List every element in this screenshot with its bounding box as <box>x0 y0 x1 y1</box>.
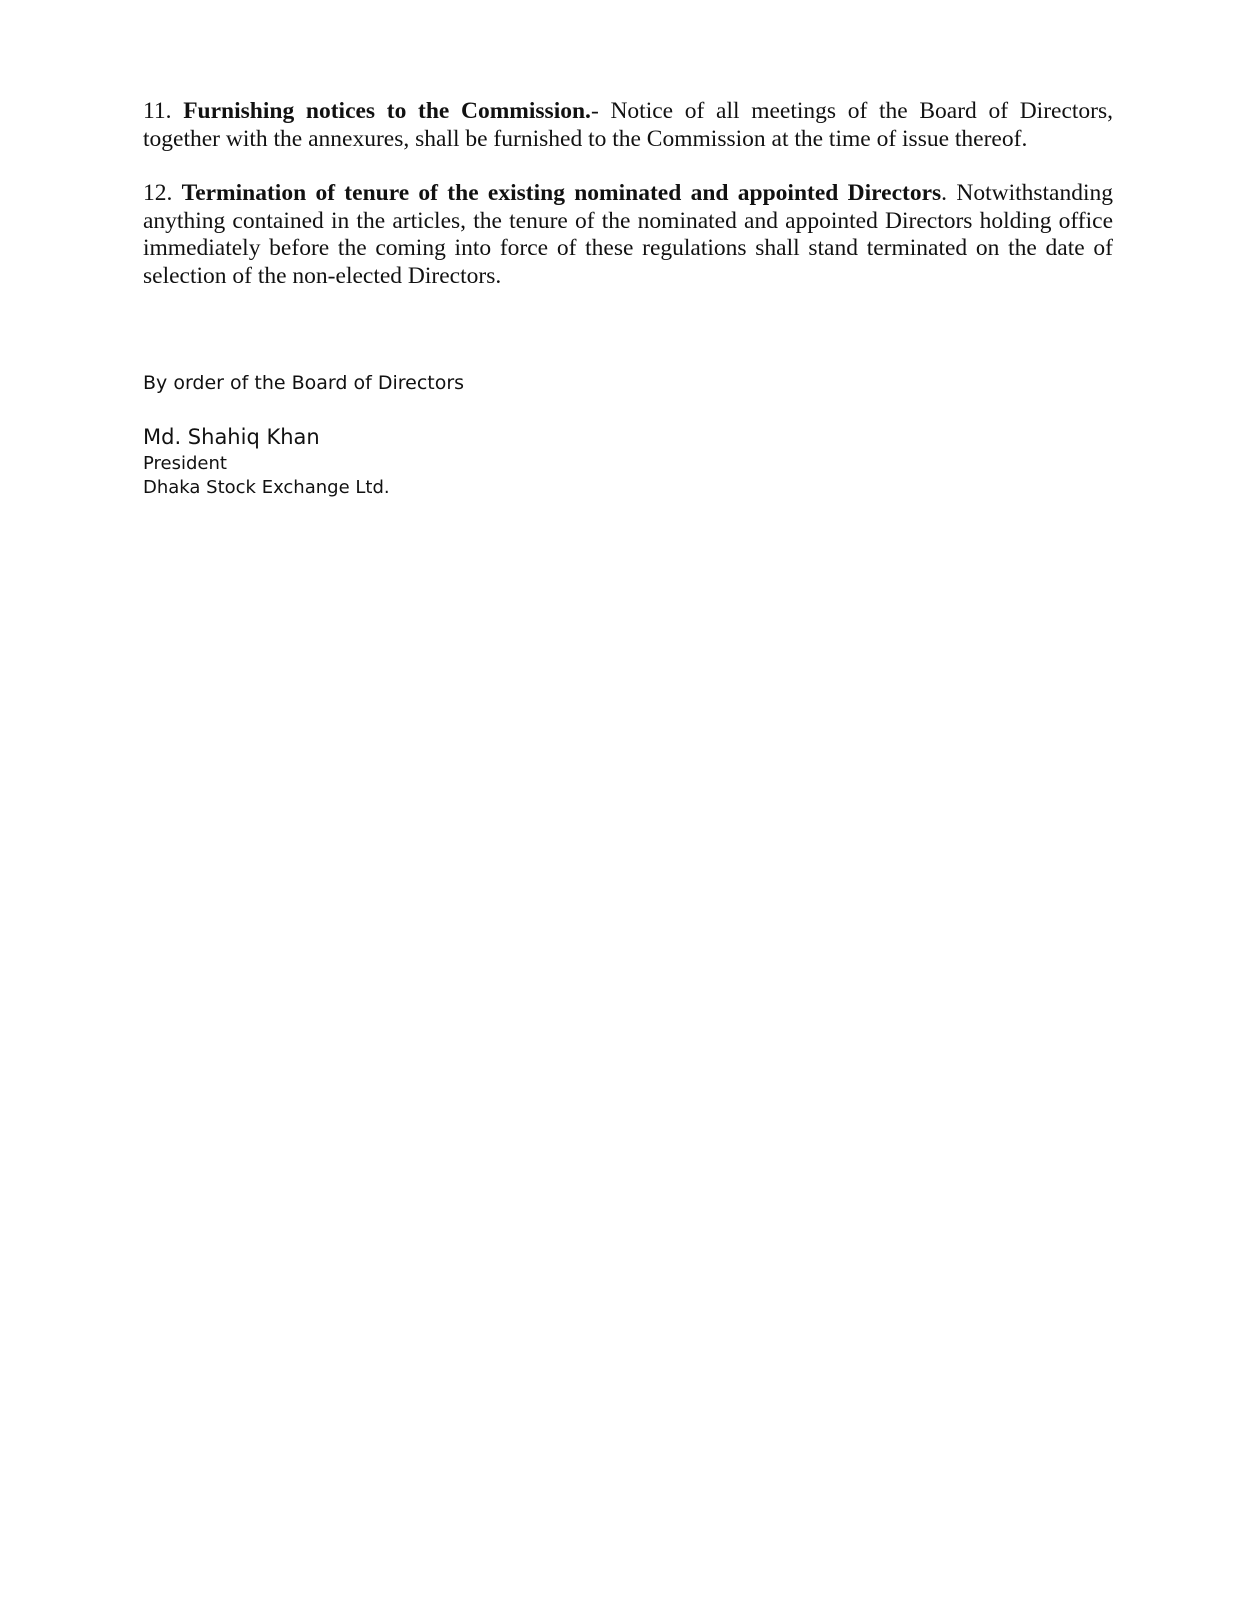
signatory-name: Md. Shahiq Khan <box>143 425 320 449</box>
clause-body: Notwithstanding anything contained in the articles, the tenure of the nominated and appointed Directors holding office immediately before the coming into force of these regulations shall stand terminated on the date of selection of the non-elected Directors. <box>143 180 1114 289</box>
clause-heading: Furnishing notices to the Commission. <box>183 98 591 124</box>
clause-12 <box>143 180 1113 290</box>
clause-number: 11. <box>143 98 172 124</box>
clause-separator: - <box>590 98 599 124</box>
clause-body: Notice of all meetings of the Board of Directors, together with the annexures, shall be furnished to the Commission at the time of issue thereof. <box>143 98 1114 152</box>
clause-number: 12. <box>143 180 173 206</box>
order-line: By order of the Board of Directors <box>143 372 465 394</box>
clause-heading: Termination of tenure of the existing nominated and appointed Directors <box>181 180 942 206</box>
signatory-organization: Dhaka Stock Exchange Ltd. <box>143 477 390 498</box>
clause-11 <box>143 98 1113 153</box>
signatory-title: President <box>143 453 227 474</box>
clause-separator: . <box>941 180 948 206</box>
